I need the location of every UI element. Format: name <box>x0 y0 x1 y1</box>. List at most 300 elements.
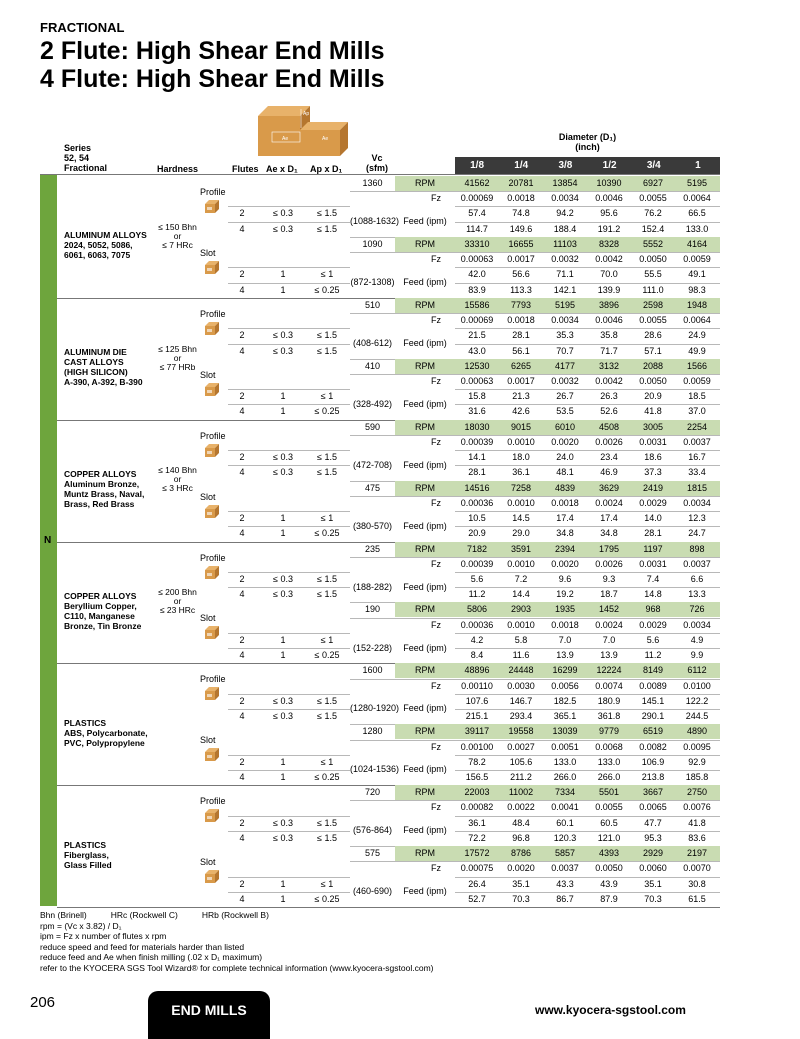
flutes-value: 2 <box>239 208 245 219</box>
vc-value: 1600 <box>362 665 383 676</box>
flutes-value: 4 <box>239 771 245 782</box>
feed-value: 106.9 <box>641 756 665 767</box>
ap-label: Ap <box>303 111 310 117</box>
material-name: ALUMINUM ALLOYS 2024, 5052, 5086, 6061, 6063, 7075 <box>64 230 147 261</box>
feed-value: 17.4 <box>600 513 618 524</box>
feed-value: 215.1 <box>465 711 489 722</box>
feed-value: 94.2 <box>556 208 574 219</box>
rpm-value: 1935 <box>554 604 576 615</box>
feed-value: 37.0 <box>688 406 706 417</box>
profile-label: Profile <box>200 187 226 197</box>
feed-value: 14.4 <box>512 589 530 600</box>
feed-value: 121.0 <box>597 832 621 843</box>
feed-value: 48.4 <box>512 817 530 828</box>
ae-label-2: Ae <box>322 136 329 142</box>
feed-value: 57.4 <box>468 208 486 219</box>
feed-value: 9.3 <box>602 573 616 584</box>
rpm-value: 968 <box>645 604 661 615</box>
feed-value: 120.3 <box>553 832 577 843</box>
ae-value: ≤ 0.3 <box>273 832 293 843</box>
feed-value: 70.3 <box>512 893 530 904</box>
feed-value: 92.9 <box>688 756 706 767</box>
feed-value: 365.1 <box>553 711 577 722</box>
fz-value: 0.0041 <box>551 802 579 813</box>
fz-value: 0.0070 <box>683 863 711 874</box>
row-divider <box>455 572 720 573</box>
vc-value: 510 <box>364 299 381 310</box>
vc-range: (1024-1536) <box>350 764 400 775</box>
ae-value: 1 <box>280 513 286 524</box>
fz-value: 0.00069 <box>460 193 494 204</box>
fz-value: 0.0059 <box>683 254 711 265</box>
feed-value: 28.6 <box>644 330 662 341</box>
profile-label: Profile <box>200 308 226 319</box>
flutes-value: 2 <box>239 695 245 706</box>
fz-value: 0.0031 <box>639 436 667 447</box>
feed-value: 244.5 <box>685 711 709 722</box>
feed-value: 21.3 <box>512 391 530 402</box>
row-divider <box>228 572 350 573</box>
feed-value: 11.6 <box>512 650 530 661</box>
rpm-value: 9779 <box>598 726 620 737</box>
flutes-value: 4 <box>239 284 245 295</box>
vc-value: 1090 <box>362 238 383 249</box>
fz-value: 0.0095 <box>683 741 711 752</box>
rpm-value: 12530 <box>464 360 490 371</box>
feed-value: 43.3 <box>556 878 574 889</box>
rpm-value: 7258 <box>510 482 532 493</box>
ae-label: Ae <box>282 136 289 142</box>
row-divider <box>350 496 720 497</box>
row-divider <box>228 755 350 756</box>
profile-label: Profile <box>200 430 226 441</box>
fz-value: 0.0050 <box>595 863 623 874</box>
fz-label: Fz <box>431 802 441 813</box>
material-name: ALUMINUM DIE CAST ALLOYS (HIGH SILICON) A-390, A-392, B-390 <box>64 347 143 388</box>
fz-value: 0.0034 <box>683 497 711 508</box>
fz-value: 0.0029 <box>639 619 667 630</box>
feed-value: 361.8 <box>597 711 621 722</box>
fz-value: 0.0034 <box>551 315 579 326</box>
fz-value: 0.0024 <box>595 619 623 630</box>
ae-value: ≤ 0.3 <box>273 817 293 828</box>
rpm-value: 41562 <box>464 178 490 188</box>
fz-value: 0.00063 <box>460 254 494 265</box>
ae-value: ≤ 0.3 <box>273 711 293 722</box>
vc-range: (188-282) <box>352 581 393 592</box>
rpm-value: 4177 <box>554 360 576 371</box>
vc-range: (408-612) <box>352 337 393 348</box>
fz-value: 0.0056 <box>551 680 579 691</box>
page-title-line-1: 2 Flute: High Shear End Mills <box>40 37 385 65</box>
row-divider <box>228 389 350 390</box>
fz-value: 0.00100 <box>460 741 494 752</box>
footnote-line: rpm = (Vc x 3.82) / D₁ <box>40 920 122 931</box>
feed-value: 13.3 <box>688 589 706 600</box>
fz-value: 0.0017 <box>507 254 535 265</box>
feed-label: Feed (ipm) <box>403 642 447 653</box>
feed-value: 20.9 <box>468 528 486 539</box>
header-rule <box>40 174 720 175</box>
row-divider <box>350 313 720 314</box>
row-divider <box>455 587 720 588</box>
fz-value: 0.0018 <box>551 619 579 630</box>
row-divider <box>228 465 350 466</box>
profile-label: Profile <box>200 552 226 563</box>
ap-value: ≤ 1.5 <box>317 711 337 722</box>
feed-value: 18.0 <box>512 452 530 463</box>
row-divider <box>350 740 720 741</box>
feed-value: 142.1 <box>553 284 577 295</box>
vc-value: 475 <box>364 482 381 493</box>
row-divider <box>455 206 720 207</box>
feed-value: 29.0 <box>512 528 530 539</box>
fz-value: 0.0022 <box>507 802 535 813</box>
rpm-value: 10390 <box>596 178 622 188</box>
section-tab[interactable]: END MILLS <box>148 991 270 1039</box>
footnote-line: refer to the KYOCERA SGS Tool Wizard® for complete technical information (www.kyocera-sgstool.com) <box>40 962 434 973</box>
feed-value: 28.1 <box>468 467 486 478</box>
slot-label: Slot <box>200 735 216 746</box>
rpm-value: 12224 <box>596 665 622 676</box>
cut-diagram <box>258 104 348 156</box>
flutes-value: 4 <box>239 589 245 600</box>
footnote-line: reduce feed and Ae when finish milling (.02 x D₁ maximum) <box>40 952 263 962</box>
row-divider <box>350 252 720 253</box>
fz-value: 0.0064 <box>683 315 711 326</box>
rpm-value: 33310 <box>464 238 490 249</box>
flutes-value: 4 <box>239 832 245 843</box>
fz-value: 0.0031 <box>639 558 667 569</box>
feed-value: 28.1 <box>644 528 662 539</box>
flutes-value: 2 <box>239 330 245 341</box>
feed-value: 185.8 <box>685 771 709 782</box>
fz-label: Fz <box>431 436 441 447</box>
hardness-value: ≤ 200 Bhn or ≤ 23 HRc <box>158 587 197 616</box>
row-divider <box>455 511 720 512</box>
feed-value: 26.4 <box>468 878 486 889</box>
feed-value: 14.5 <box>512 513 530 524</box>
feed-value: 47.7 <box>644 817 662 828</box>
ae-value: 1 <box>280 893 286 904</box>
vc-header: Vc (sfm) <box>366 153 388 173</box>
row-divider <box>455 877 720 878</box>
ap-value: ≤ 1.5 <box>317 817 337 828</box>
feed-value: 86.7 <box>556 893 574 904</box>
fz-value: 0.0065 <box>639 802 667 813</box>
feed-value: 139.9 <box>597 284 621 295</box>
slot-tool-icon <box>205 383 219 396</box>
feed-value: 14.0 <box>644 513 662 524</box>
vc-range: (152-228) <box>352 642 393 653</box>
ae-value: 1 <box>280 878 286 889</box>
page-title-line-2: 4 Flute: High Shear End Mills <box>40 65 385 93</box>
slot-tool-icon <box>205 870 219 883</box>
ae-value: 1 <box>280 634 286 645</box>
flutes-value: 2 <box>239 634 245 645</box>
feed-value: 41.8 <box>688 817 706 828</box>
feed-value: 9.9 <box>690 650 704 661</box>
rpm-value: 5857 <box>554 848 576 859</box>
feed-value: 26.3 <box>600 391 618 402</box>
fz-value: 0.0089 <box>639 680 667 691</box>
ae-value: ≤ 0.3 <box>273 208 293 219</box>
feed-label: Feed (ipm) <box>403 886 447 897</box>
feed-value: 87.9 <box>600 893 618 904</box>
hardness-value: ≤ 150 Bhn or ≤ 7 HRc <box>158 221 197 250</box>
rpm-value: 22003 <box>464 787 490 798</box>
row-divider <box>350 557 720 558</box>
fz-value: 0.0064 <box>683 193 711 204</box>
slot-label: Slot <box>200 491 216 502</box>
feed-value: 24.7 <box>688 528 706 539</box>
row-divider <box>350 191 720 192</box>
feed-value: 56.6 <box>512 269 530 280</box>
flutes-value: 2 <box>239 269 245 280</box>
rpm-value: 24448 <box>508 665 534 676</box>
feed-value: 30.8 <box>688 878 706 889</box>
rpm-value: 6112 <box>687 665 707 676</box>
feed-value: 133.0 <box>597 756 621 767</box>
feed-value: 8.4 <box>470 650 484 661</box>
row-divider <box>455 892 720 893</box>
rpm-value: 898 <box>689 543 705 554</box>
row-divider <box>228 831 350 832</box>
feed-value: 52.6 <box>600 406 618 417</box>
profile-tool-icon <box>205 322 219 335</box>
feed-value: 66.5 <box>688 208 706 219</box>
footnote-line: ipm = Fz x number of flutes x rpm <box>40 931 167 941</box>
row-divider <box>455 389 720 390</box>
feed-value: 35.3 <box>556 330 574 341</box>
ap-value: ≤ 1.5 <box>317 330 337 341</box>
rpm-value: 4839 <box>554 482 576 493</box>
ap-value: ≤ 0.25 <box>314 528 340 539</box>
flutes-value: 2 <box>239 513 245 524</box>
profile-label: Profile <box>200 796 226 807</box>
feed-value: 55.5 <box>644 269 662 280</box>
row-divider <box>350 374 720 375</box>
ap-value: ≤ 1 <box>320 269 334 280</box>
rpm-value: 1948 <box>686 299 708 310</box>
rpm-value: 19558 <box>508 726 534 737</box>
feed-value: 41.8 <box>644 406 662 417</box>
ap-value: ≤ 1 <box>320 756 334 767</box>
vc-range: (460-690) <box>352 886 393 897</box>
feed-value: 149.6 <box>509 223 533 234</box>
feed-value: 31.6 <box>468 406 486 417</box>
hardness-value: ≤ 125 Bhn or ≤ 77 HRb <box>158 343 197 372</box>
website-link[interactable]: www.kyocera-sgstool.com <box>535 1003 686 1017</box>
ae-value: 1 <box>280 269 286 280</box>
fz-value: 0.0046 <box>595 315 623 326</box>
feed-value: 46.9 <box>600 467 618 478</box>
rpm-label: RPM <box>415 604 435 615</box>
footnotes <box>40 910 433 973</box>
feed-value: 72.2 <box>468 832 486 843</box>
feed-label: Feed (ipm) <box>403 398 447 409</box>
ae-value: 1 <box>280 406 286 417</box>
ap-value: ≤ 1 <box>320 391 334 402</box>
rpm-value: 18030 <box>464 421 490 432</box>
fz-label: Fz <box>431 680 441 691</box>
fz-value: 0.0042 <box>595 375 623 386</box>
feed-value: 23.4 <box>600 452 618 463</box>
feed-label: Feed (ipm) <box>403 825 447 836</box>
flutes-value: 2 <box>239 391 245 402</box>
feed-value: 266.0 <box>597 771 621 782</box>
ae-value: ≤ 0.3 <box>273 695 293 706</box>
row-divider <box>228 648 350 649</box>
feed-value: 13.9 <box>556 650 574 661</box>
ap-value: ≤ 0.25 <box>314 771 340 782</box>
feed-value: 52.7 <box>468 893 486 904</box>
feed-value: 12.3 <box>688 513 706 524</box>
feed-value: 36.1 <box>512 467 530 478</box>
fz-value: 0.0032 <box>551 375 579 386</box>
rpm-value: 8328 <box>598 238 620 249</box>
fz-label: Fz <box>431 193 441 204</box>
feed-value: 16.7 <box>688 452 706 463</box>
feed-value: 60.5 <box>600 817 618 828</box>
rpm-value: 13854 <box>552 178 578 188</box>
row-divider <box>455 222 720 223</box>
fz-value: 0.00039 <box>460 558 494 569</box>
rpm-label: RPM <box>415 238 435 249</box>
ap-value: ≤ 1.5 <box>317 695 337 706</box>
feed-value: 35.8 <box>600 330 618 341</box>
row-divider <box>228 892 350 893</box>
row-divider <box>455 755 720 756</box>
feed-value: 13.9 <box>600 650 618 661</box>
rpm-value: 4508 <box>598 421 620 432</box>
feed-value: 111.0 <box>642 284 664 295</box>
flutes-value: 4 <box>239 345 245 356</box>
flutes-value: 2 <box>239 878 245 889</box>
flutes-value: 2 <box>239 756 245 767</box>
row-divider <box>228 344 350 345</box>
fz-value: 0.00039 <box>460 436 494 447</box>
diameter-header: Diameter (D₁) (inch) <box>558 132 617 152</box>
rpm-label: RPM <box>415 665 435 676</box>
row-divider <box>228 633 350 634</box>
ae-value: ≤ 0.3 <box>273 467 293 478</box>
fz-value: 0.0020 <box>551 558 579 569</box>
flutes-value: 2 <box>239 452 245 463</box>
row-divider <box>228 877 350 878</box>
vc-value: 720 <box>364 787 381 798</box>
flutes-value: 4 <box>239 711 245 722</box>
feed-value: 15.8 <box>468 391 486 402</box>
rpm-value: 6519 <box>642 726 664 737</box>
fz-value: 0.00063 <box>460 375 494 386</box>
feed-value: 60.1 <box>556 817 574 828</box>
hardness-value: ≤ 140 Bhn or ≤ 3 HRc <box>158 465 197 494</box>
rpm-value: 1815 <box>686 482 708 493</box>
fz-value: 0.00082 <box>460 802 494 813</box>
material-group-label: N <box>44 535 52 546</box>
fz-value: 0.0046 <box>595 193 623 204</box>
fz-value: 0.0055 <box>639 315 667 326</box>
slot-tool-icon <box>205 748 219 761</box>
fz-label: Fz <box>431 315 441 326</box>
rpm-value: 1197 <box>643 543 663 554</box>
row-divider <box>350 861 720 862</box>
fz-value: 0.0034 <box>551 193 579 204</box>
flutes-header: Flutes <box>232 164 259 174</box>
fz-value: 0.0026 <box>595 436 623 447</box>
rpm-value: 3591 <box>510 543 532 554</box>
feed-value: 11.2 <box>644 650 662 661</box>
fz-value: 0.0034 <box>683 619 711 630</box>
ap-value: ≤ 1.5 <box>317 573 337 584</box>
ae-value: ≤ 0.3 <box>273 330 293 341</box>
rpm-value: 1795 <box>598 543 620 554</box>
feed-value: 152.4 <box>641 223 665 234</box>
rpm-value: 2419 <box>642 482 664 493</box>
feed-value: 10.5 <box>468 513 486 524</box>
fz-value: 0.0042 <box>595 254 623 265</box>
row-divider <box>228 267 350 268</box>
footnote-line: reduce speed and feed for materials harder than listed <box>40 941 245 952</box>
row-divider <box>228 587 350 588</box>
rpm-value: 4393 <box>598 848 620 859</box>
fz-label: Fz <box>431 619 441 630</box>
row-divider <box>228 816 350 817</box>
feed-value: 114.7 <box>466 223 488 234</box>
row-divider <box>455 267 720 268</box>
feed-value: 36.1 <box>468 817 486 828</box>
feed-value: 188.4 <box>553 223 577 234</box>
rpm-value: 2197 <box>686 848 708 859</box>
feed-value: 4.2 <box>470 634 484 645</box>
row-divider <box>455 633 720 634</box>
fz-label: Fz <box>431 558 441 569</box>
profile-tool-icon <box>205 687 219 700</box>
fz-value: 0.0017 <box>507 375 535 386</box>
rpm-value: 6010 <box>554 421 576 432</box>
rpm-value: 4890 <box>686 726 708 737</box>
feed-label: Feed (ipm) <box>403 276 447 287</box>
feed-value: 98.3 <box>688 284 706 295</box>
row-divider <box>455 709 720 710</box>
rpm-value: 7793 <box>510 299 532 310</box>
material-name: PLASTICS ABS, Polycarbonate, PVC, Polypropylene <box>64 717 148 748</box>
ap-value: ≤ 1 <box>320 634 334 645</box>
profile-label: Profile <box>200 674 226 685</box>
ae-value: ≤ 0.3 <box>273 223 293 234</box>
feed-value: 5.8 <box>514 634 528 645</box>
vc-value: 190 <box>364 604 381 615</box>
flutes-value: 4 <box>239 406 245 417</box>
vc-value: 1280 <box>362 726 383 737</box>
feed-value: 7.4 <box>646 573 660 584</box>
rpm-value: 5195 <box>554 299 576 310</box>
ae-value: ≤ 0.3 <box>273 452 293 463</box>
feed-value: 290.1 <box>641 711 665 722</box>
feed-value: 180.9 <box>597 695 621 706</box>
fz-value: 0.00075 <box>460 863 494 874</box>
feed-value: 71.7 <box>600 345 618 356</box>
rpm-label: RPM <box>415 299 435 310</box>
feed-value: 7.0 <box>558 634 572 645</box>
rpm-value: 1566 <box>686 360 708 371</box>
vc-range: (328-492) <box>352 398 393 409</box>
rpm-value: 14516 <box>464 482 490 493</box>
feed-value: 113.3 <box>510 284 532 295</box>
feed-label: Feed (ipm) <box>403 581 447 592</box>
feed-value: 293.4 <box>509 711 533 722</box>
